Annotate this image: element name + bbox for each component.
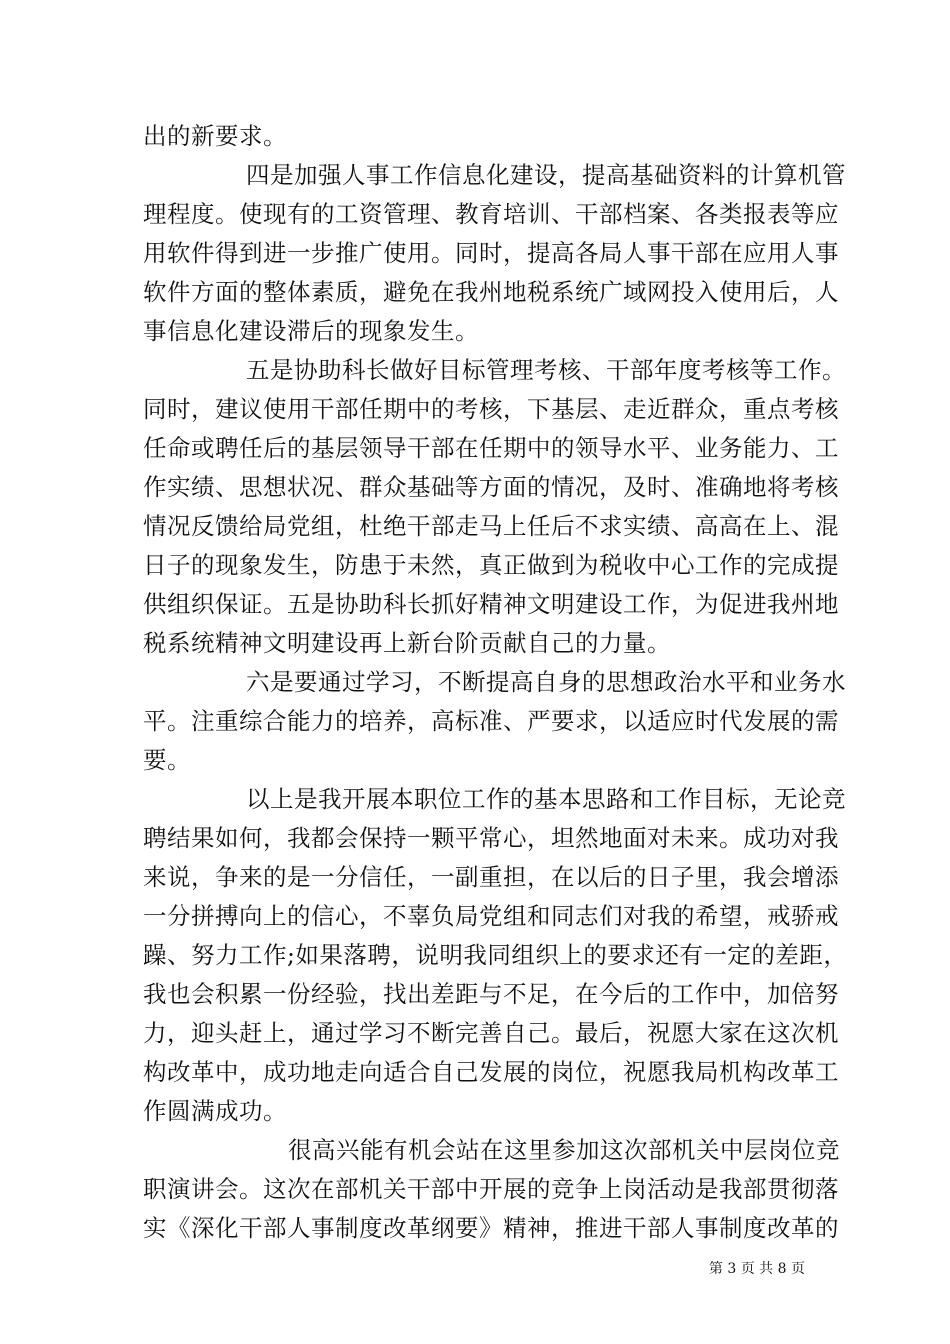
- text-line: 情况反馈给局党组，杜绝干部走马上任后不求实绩、高高在上、混: [143, 512, 839, 540]
- text-line: 我也会积累一份经验，找出差距与不足，在今后的工作中，加倍努: [143, 980, 839, 1008]
- text-line: 四是加强人事工作信息化建设，提高基础资料的计算机管: [246, 161, 846, 189]
- text-line: 事信息化建设滞后的现象发生。: [143, 317, 479, 345]
- text-line: 作实绩、思想状况、群众基础等方面的情况，及时、准确地将考核: [143, 473, 839, 501]
- text-line: 作圆满成功。: [143, 1097, 287, 1125]
- text-line: 税系统精神文明建设再上新台阶贡献自己的力量。: [143, 629, 671, 657]
- text-line: 聘结果如何，我都会保持一颗平常心，坦然地面对未来。成功对我: [143, 824, 839, 852]
- text-line: 任命或聘任后的基层领导干部在任期中的领导水平、业务能力、工: [143, 434, 839, 462]
- text-line: 一分拼搏向上的信心，不辜负局党组和同志们对我的希望，戒骄戒: [143, 902, 839, 930]
- text-line: 构改革中，成功地走向适合自己发展的岗位，祝愿我局机构改革工: [143, 1058, 839, 1086]
- text-line: 要。: [143, 746, 191, 774]
- page-number-footer: 第 3 页 共 8 页: [708, 1261, 805, 1277]
- text-line: 同时，建议使用干部任期中的考核，下基层、走近群众，重点考核: [143, 395, 839, 423]
- text-line: 很高兴能有机会站在这里参加这次部机关中层岗位竞: [288, 1136, 840, 1164]
- text-line: 软件方面的整体素质，避免在我州地税系统广域网投入使用后，人: [143, 278, 839, 306]
- text-line: 日子的现象发生，防患于未然，真正做到为税收中心工作的完成提: [143, 551, 839, 579]
- text-line: 力，迎头赶上，通过学习不断完善自己。最后，祝愿大家在这次机: [143, 1019, 839, 1047]
- text-line: 理程度。使现有的工资管理、教育培训、干部档案、各类报表等应: [143, 200, 839, 228]
- text-line: 供组织保证。五是协助科长抓好精神文明建设工作，为促进我州地: [143, 590, 839, 618]
- text-line: 五是协助科长做好目标管理考核、干部年度考核等工作。: [246, 356, 846, 384]
- text-line: 实《深化干部人事制度改革纲要》精神，推进干部人事制度改革的: [143, 1214, 839, 1242]
- text-line: 六是要通过学习，不断提高自身的思想政治水平和业务水: [246, 668, 846, 696]
- text-line: 职演讲会。这次在部机关干部中开展的竞争上岗活动是我部贯彻落: [143, 1175, 839, 1203]
- text-line: 出的新要求。: [143, 122, 287, 150]
- text-line: 平。注重综合能力的培养，高标准、严要求，以适应时代发展的需: [143, 707, 839, 735]
- text-line: 以上是我开展本职位工作的基本思路和工作目标，无论竞: [246, 785, 846, 813]
- text-line: 躁、努力工作;如果落聘，说明我同组织上的要求还有一定的差距，: [143, 941, 848, 969]
- text-line: 用软件得到进一步推广使用。同时，提高各局人事干部在应用人事: [143, 239, 839, 267]
- text-line: 来说，争来的是一分信任，一副重担，在以后的日子里，我会增添: [143, 863, 839, 891]
